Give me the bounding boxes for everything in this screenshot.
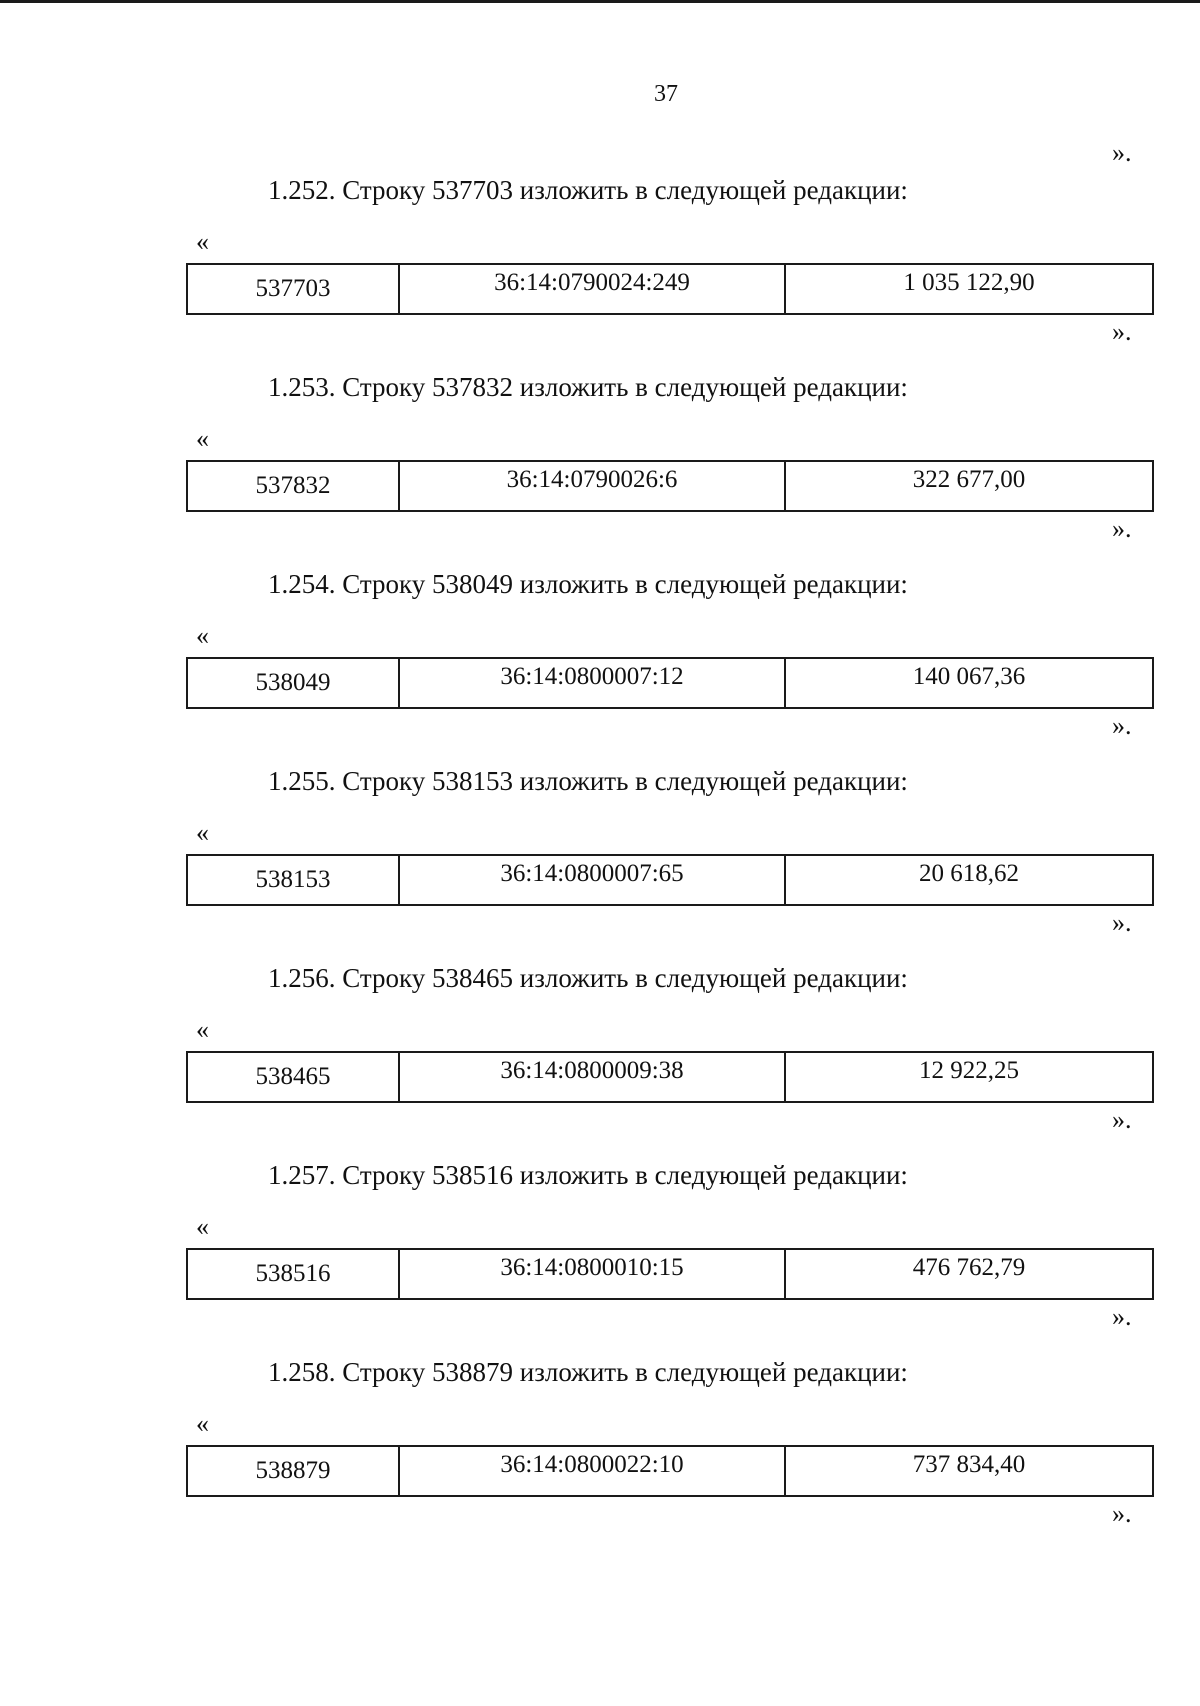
closing-quote: ». xyxy=(1112,1105,1132,1134)
amendment-item-1258 xyxy=(0,1357,1200,1547)
opening-quote: « xyxy=(196,1015,209,1044)
closing-quote: ». xyxy=(1112,908,1132,937)
cadastral-number-cell: 36:14:0800010:15 xyxy=(399,1249,785,1299)
amendment-item-1253 xyxy=(0,372,1200,562)
closing-quote-top: ». xyxy=(1112,138,1132,167)
table-row xyxy=(187,658,1153,708)
opening-quote: « xyxy=(196,621,209,650)
row-number-cell: 537832 xyxy=(187,461,399,511)
table-row xyxy=(187,461,1153,511)
amendment-item-1255 xyxy=(0,766,1200,956)
row-number-cell: 538465 xyxy=(187,1052,399,1102)
closing-quote: ». xyxy=(1112,1499,1132,1528)
amendment-row-table xyxy=(186,1445,1154,1497)
opening-quote: « xyxy=(196,1212,209,1241)
row-number-cell: 538153 xyxy=(187,855,399,905)
closing-quote: ». xyxy=(1112,711,1132,740)
table-row xyxy=(187,855,1153,905)
value-cell: 476 762,79 xyxy=(785,1249,1153,1299)
amendment-heading: 1.254. Строку 538049 изложить в следующей редакции: xyxy=(268,569,908,599)
page-number: 37 xyxy=(654,81,678,107)
row-number-cell: 538049 xyxy=(187,658,399,708)
amendment-item-1256 xyxy=(0,963,1200,1153)
amendment-row-table xyxy=(186,460,1154,512)
amendment-row-table xyxy=(186,1248,1154,1300)
amendment-row-table xyxy=(186,657,1154,709)
value-cell: 1 035 122,90 xyxy=(785,264,1153,314)
opening-quote: « xyxy=(196,818,209,847)
cadastral-number-cell: 36:14:0800009:38 xyxy=(399,1052,785,1102)
amendment-item-1257 xyxy=(0,1160,1200,1350)
amendment-heading: 1.257. Строку 538516 изложить в следующей редакции: xyxy=(268,1160,908,1190)
amendment-heading: 1.256. Строку 538465 изложить в следующей редакции: xyxy=(268,963,908,993)
opening-quote: « xyxy=(196,1409,209,1438)
row-number-cell: 538516 xyxy=(187,1249,399,1299)
value-cell: 12 922,25 xyxy=(785,1052,1153,1102)
value-cell: 322 677,00 xyxy=(785,461,1153,511)
cadastral-number-cell: 36:14:0790024:249 xyxy=(399,264,785,314)
amendment-item-1254 xyxy=(0,569,1200,759)
cadastral-number-cell: 36:14:0800007:12 xyxy=(399,658,785,708)
amendment-row-table xyxy=(186,854,1154,906)
amendment-heading: 1.253. Строку 537832 изложить в следующей редакции: xyxy=(268,372,908,402)
table-row xyxy=(187,1249,1153,1299)
amendment-row-table xyxy=(186,1051,1154,1103)
amendment-heading: 1.255. Строку 538153 изложить в следующей редакции: xyxy=(268,766,908,796)
amendment-heading: 1.258. Строку 538879 изложить в следующей редакции: xyxy=(268,1357,908,1387)
cadastral-number-cell: 36:14:0800007:65 xyxy=(399,855,785,905)
cadastral-number-cell: 36:14:0790026:6 xyxy=(399,461,785,511)
table-row xyxy=(187,1446,1153,1496)
value-cell: 737 834,40 xyxy=(785,1446,1153,1496)
closing-quote: ». xyxy=(1112,514,1132,543)
value-cell: 140 067,36 xyxy=(785,658,1153,708)
row-number-cell: 537703 xyxy=(187,264,399,314)
table-row xyxy=(187,1052,1153,1102)
closing-quote: ». xyxy=(1112,1302,1132,1331)
opening-quote: « xyxy=(196,424,209,453)
value-cell: 20 618,62 xyxy=(785,855,1153,905)
row-number-cell: 538879 xyxy=(187,1446,399,1496)
amendment-heading: 1.252. Строку 537703 изложить в следующей редакции: xyxy=(268,175,908,205)
amendment-row-table xyxy=(186,263,1154,315)
table-row xyxy=(187,264,1153,314)
amendment-item-1252 xyxy=(0,175,1200,365)
cadastral-number-cell: 36:14:0800022:10 xyxy=(399,1446,785,1496)
opening-quote: « xyxy=(196,227,209,256)
closing-quote: ». xyxy=(1112,317,1132,346)
